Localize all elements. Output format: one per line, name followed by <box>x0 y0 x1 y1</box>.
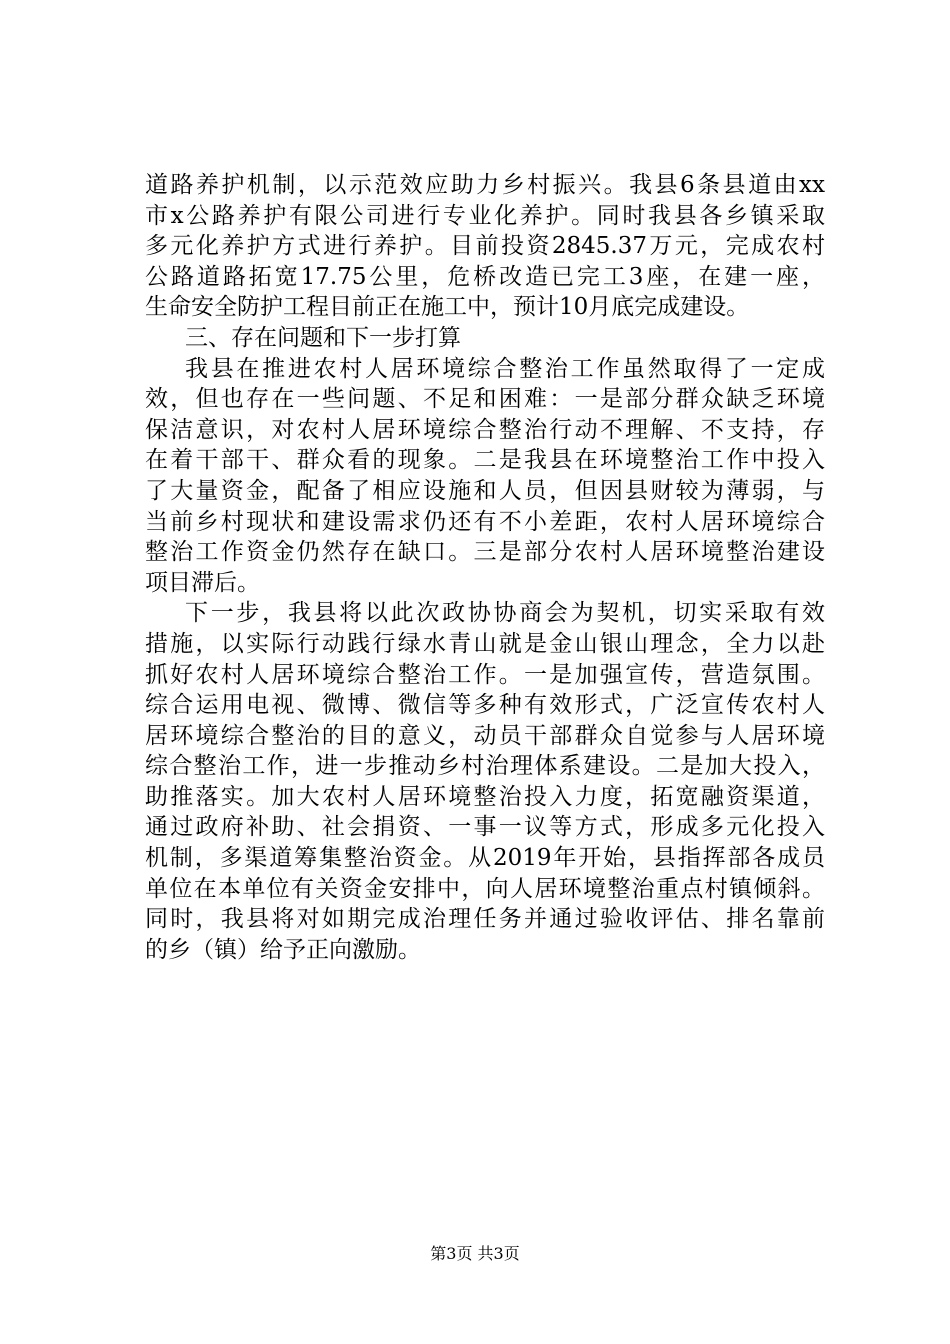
paragraph-4-line-9: 机制，多渠道筹集整治资金。从2019年开始，县指挥部各成员 <box>145 845 825 872</box>
paragraph-3-line-1: 我县在推进农村人居环境综合整治工作虽然取得了一定成 <box>185 355 825 382</box>
paragraph-4-line-2: 措施，以实际行动践行绿水青山就是金山银山理念，全力以赴 <box>145 630 825 657</box>
paragraph-3-line-2: 效，但也存在一些问题、不足和困难：一是部分群众缺乏环境 <box>145 386 825 413</box>
paragraph-4-line-10: 单位在本单位有关资金安排中，向人居环境整治重点村镇倾斜。 <box>145 875 825 902</box>
paragraph-1-line-4: 公路道路拓宽17.75公里，危桥改造已完工3座，在建一座， <box>145 263 825 290</box>
paragraph-4-line-5: 居环境综合整治的目的意义，动员干部群众自觉参与人居环境 <box>145 722 825 749</box>
paragraph-1-line-2: 市x公路养护有限公司进行专业化养护。同时我县各乡镇采取 <box>145 202 825 229</box>
paragraph-1-line-5: 生命安全防护工程目前正在施工中，预计10月底完成建设。 <box>145 294 750 321</box>
paragraph-3-line-3: 保洁意识，对农村人居环境综合整治行动不理解、不支持，存 <box>145 416 825 443</box>
paragraph-4-line-4: 综合运用电视、微博、微信等多种有效形式，广泛宣传农村人 <box>145 692 825 719</box>
paragraph-3-line-8: 项目滞后。 <box>145 569 260 596</box>
paragraph-4-line-7: 助推落实。加大农村人居环境整治投入力度，拓宽融资渠道， <box>145 783 825 810</box>
paragraph-1-line-3: 多元化养护方式进行养护。目前投资2845.37万元，完成农村 <box>145 233 825 260</box>
paragraph-4-line-3: 抓好农村人居环境综合整治工作。一是加强宣传，营造氛围。 <box>145 661 825 688</box>
paragraph-3-line-4: 在着干部干、群众看的现象。二是我县在环境整治工作中投入 <box>145 447 825 474</box>
paragraph-4-line-12: 的乡（镇）给予正向激励。 <box>145 936 421 963</box>
section-heading: 三、存在问题和下一步打算 <box>185 324 461 351</box>
paragraph-4-line-1: 下一步，我县将以此次政协协商会为契机，切实采取有效 <box>185 600 825 627</box>
paragraph-4-line-8: 通过政府补助、社会捐资、一事一议等方式，形成多元化投入 <box>145 814 825 841</box>
paragraph-4-line-6: 综合整治工作，进一步推动乡村治理体系建设。二是加大投入， <box>145 753 825 780</box>
paragraph-3-line-7: 整治工作资金仍然存在缺口。三是部分农村人居环境整治建设 <box>145 539 825 566</box>
paragraph-3-line-6: 当前乡村现状和建设需求仍还有不小差距，农村人居环境综合 <box>145 508 825 535</box>
paragraph-3-line-5: 了大量资金，配备了相应设施和人员，但因县财较为薄弱，与 <box>145 477 825 504</box>
paragraph-4-line-11: 同时，我县将对如期完成治理任务并通过验收评估、排名靠前 <box>145 906 825 933</box>
paragraph-1-line-1: 道路养护机制，以示范效应助力乡村振兴。我县6条县道由xx <box>145 172 825 198</box>
document-body <box>145 170 825 965</box>
page-footer: 第3页 共3页 <box>430 1244 520 1263</box>
